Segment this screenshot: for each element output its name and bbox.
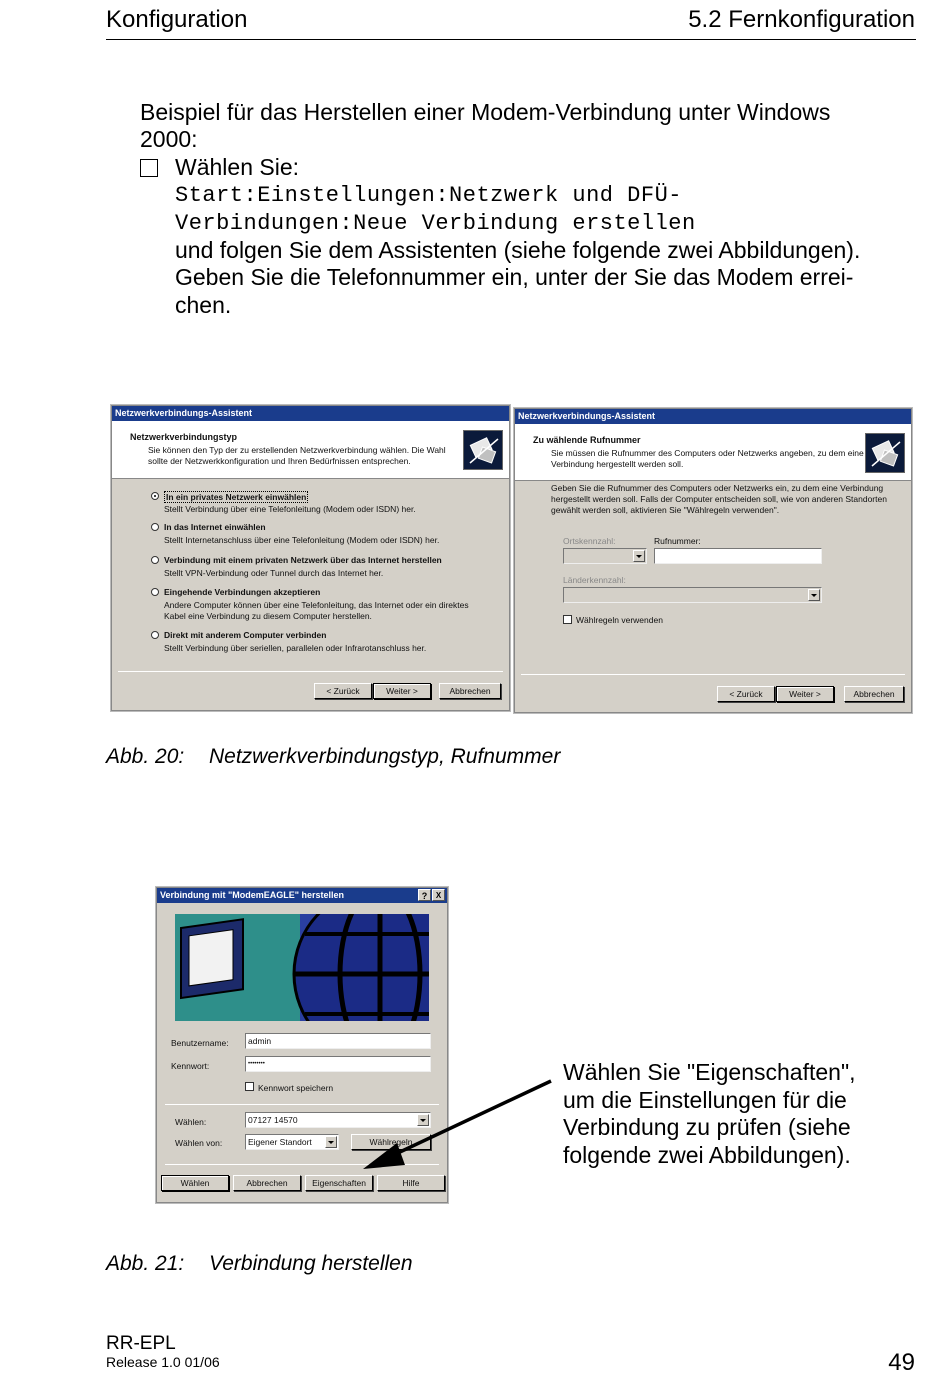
chevron-down-icon — [325, 1136, 337, 1148]
option-incoming-desc-2: Kabel eine Verbindung zu diesem Computer herstellen. — [164, 611, 372, 621]
wizard-phone-number-window — [514, 408, 912, 713]
wizard2-subtitle-line-2: Verbindung hergestellt werden soll. — [551, 459, 684, 469]
wizard2-back-button[interactable]: < Zurück — [717, 686, 775, 702]
country-code-select[interactable] — [563, 587, 822, 603]
wizard1-subtitle — [148, 445, 478, 467]
dial-rules-label: Wählregeln verwenden — [576, 615, 663, 625]
phone-number-input[interactable] — [654, 548, 822, 564]
wizard2-subtitle — [551, 448, 881, 470]
menu-path-line-1: Start:Einstellungen:Netzwerk und DFÜ- — [175, 183, 682, 208]
callout-arrow-icon — [355, 1075, 555, 1175]
option-incoming-radio[interactable] — [151, 588, 159, 596]
network-wizard-icon — [463, 430, 503, 470]
wizard1-titlebar: Netzwerkverbindungs-Assistent — [112, 406, 509, 421]
instruction-line-2: Geben Sie die Telefonnummer ein, unter der Sie das Modem errei- — [175, 264, 854, 290]
wizard2-cancel-button[interactable]: Abbrechen — [844, 686, 904, 702]
wizard1-subtitle-line-1: Sie können den Typ der zu erstellenden Netzwerkverbindung wählen. Die Wahl — [148, 445, 446, 455]
wizard2-next-button[interactable]: Weiter > — [776, 686, 834, 702]
close-icon[interactable]: X — [432, 889, 445, 901]
save-password-label: Kennwort speichern — [258, 1083, 334, 1093]
option-private-dialup-desc: Stellt Verbindung über eine Telefonleitung (Modem oder ISDN) her. — [164, 504, 416, 514]
option-direct-radio[interactable] — [151, 631, 159, 639]
intro-line-1: Beispiel für das Herstellen einer Modem-Verbindung unter Windows — [140, 99, 831, 125]
callout-note-line-1: Wählen Sie "Eigenschaften", — [563, 1059, 856, 1085]
country-code-label: Länderkennzahl: — [563, 575, 626, 585]
figure-21-caption: Verbindung herstellen — [209, 1252, 413, 1275]
option-direct-desc: Stellt Verbindung über seriellen, parallelen oder Infrarotanschluss her. — [164, 643, 427, 653]
step-checkbox-icon — [140, 159, 158, 177]
callout-note-line-4: folgende zwei Abbildungen). — [563, 1141, 851, 1168]
properties-button[interactable]: Eigenschaften — [305, 1175, 373, 1191]
step-label: Wählen Sie: — [175, 154, 300, 180]
running-header-left: Konfiguration — [106, 6, 248, 33]
option-direct-label[interactable]: Direkt mit anderem Computer verbinden — [164, 630, 327, 640]
footer-release: Release 1.0 01/06 — [106, 1354, 220, 1370]
chevron-down-icon — [633, 550, 645, 562]
wizard2-heading: Zu wählende Rufnummer — [533, 435, 641, 445]
option-incoming-desc-1: Andere Computer können über eine Telefonleitung, das Internet oder ein direktes — [164, 600, 469, 610]
page-number: 49 — [888, 1349, 915, 1376]
network-wizard-icon — [865, 433, 905, 473]
option-internet-dialup-desc: Stellt Internetanschluss über eine Telefonleitung (Modem oder ISDN) her. — [164, 535, 440, 545]
dialog3-help-button[interactable]: Hilfe — [377, 1175, 445, 1191]
running-header-right: 5.2 Fernkonfiguration — [688, 6, 915, 33]
wizard1-back-button[interactable]: < Zurück — [314, 683, 372, 699]
dialog3-cancel-button[interactable]: Abbrechen — [233, 1175, 301, 1191]
dial-from-select[interactable] — [245, 1134, 339, 1150]
intro-line-2: 2000: — [140, 126, 198, 152]
save-password-checkbox[interactable] — [245, 1082, 254, 1091]
menu-path-line-2: Verbindungen:Neue Verbindung erstellen — [175, 211, 696, 236]
wizard1-button-separator — [118, 671, 503, 672]
wizard2-header-panel — [515, 424, 911, 481]
wizard1-subtitle-line-2: sollte der Netzwerkkonfiguration und Ihren Bedürfnissen entsprechen. — [148, 456, 411, 466]
option-incoming-label[interactable]: Eingehende Verbindungen akzeptieren — [164, 587, 321, 597]
instruction-line-1: und folgen Sie dem Assistenten (siehe folgende zwei Abbildungen). — [175, 237, 861, 263]
option-internet-dialup-radio[interactable] — [151, 523, 159, 531]
wizard1-heading: Netzwerkverbindungstyp — [130, 432, 238, 442]
figure-20-caption: Netzwerkverbindungstyp, Rufnummer — [209, 745, 561, 768]
wizard2-body-line-2: hergestellt werden soll. Falls der Computer entscheiden soll, wie von anderen Standorten — [551, 494, 887, 504]
callout-note-line-3: Verbindung zu prüfen (siehe — [563, 1114, 851, 1140]
dialup-banner-image — [175, 914, 429, 1021]
dial-from-value: Eigener Standort — [248, 1137, 312, 1147]
option-private-dialup-radio[interactable] — [151, 492, 159, 500]
wizard2-body-line-3: gewählt werden soll, aktivieren Sie "Wählregeln verwenden". — [551, 505, 780, 515]
option-internet-dialup-label[interactable]: In das Internet einwählen — [164, 522, 266, 532]
wizard1-cancel-button[interactable]: Abbrechen — [439, 683, 501, 699]
wizard-connection-type-window — [111, 405, 510, 711]
phone-number-label: Rufnummer: — [654, 536, 701, 546]
figure-21-number: Abb. 21: — [106, 1252, 185, 1275]
wizard2-body-line-1: Geben Sie die Rufnummer des Computers oder Netzwerks ein, zu dem eine Verbindung — [551, 483, 884, 493]
dial-button[interactable]: Wählen — [161, 1175, 229, 1191]
callout-note-line-2: um die Einstellungen für die — [563, 1086, 847, 1113]
dial-number-value: 07127 14570 — [248, 1115, 298, 1125]
option-private-dialup-label[interactable]: In ein privates Netzwerk einwählen — [166, 492, 307, 502]
dialog3-titlebar — [157, 888, 447, 903]
help-icon[interactable]: ? — [418, 889, 431, 901]
dialing-rules-button[interactable]: Wählregeln — [351, 1134, 431, 1150]
chevron-down-icon — [808, 589, 820, 601]
wizard2-subtitle-line-1: Sie müssen die Rufnummer des Computers oder Netzwerks angeben, zu dem eine — [551, 448, 864, 458]
option-vpn-label[interactable]: Verbindung mit einem privaten Netzwerk über das Internet herstellen — [164, 555, 442, 565]
username-input[interactable]: admin — [245, 1033, 431, 1049]
password-input[interactable]: •••••••• — [245, 1056, 431, 1072]
figure-20-number: Abb. 20: — [106, 745, 185, 768]
header-rule — [106, 39, 916, 40]
area-code-label: Ortskennzahl: — [563, 536, 616, 546]
callout-note — [563, 1059, 856, 1169]
dialog3-title: Verbindung mit "ModemEAGLE" herstellen — [160, 890, 345, 900]
dial-from-label: Wählen von: — [175, 1138, 223, 1148]
footer-product: RR-EPL — [106, 1333, 176, 1354]
wizard2-titlebar: Netzwerkverbindungs-Assistent — [515, 409, 911, 424]
username-label: Benutzername: — [171, 1038, 229, 1048]
area-code-select[interactable] — [563, 548, 647, 564]
option-vpn-radio[interactable] — [151, 556, 159, 564]
dial-number-label: Wählen: — [175, 1117, 207, 1127]
option-vpn-desc: Stellt VPN-Verbindung oder Tunnel durch das Internet her. — [164, 568, 384, 578]
wizard2-button-separator — [521, 674, 905, 675]
wizard1-header-panel — [112, 421, 509, 479]
dial-rules-checkbox[interactable] — [563, 615, 572, 624]
wizard1-next-button[interactable]: Weiter > — [373, 683, 431, 699]
instruction-line-3: chen. — [175, 292, 232, 318]
password-label: Kennwort: — [171, 1061, 210, 1071]
